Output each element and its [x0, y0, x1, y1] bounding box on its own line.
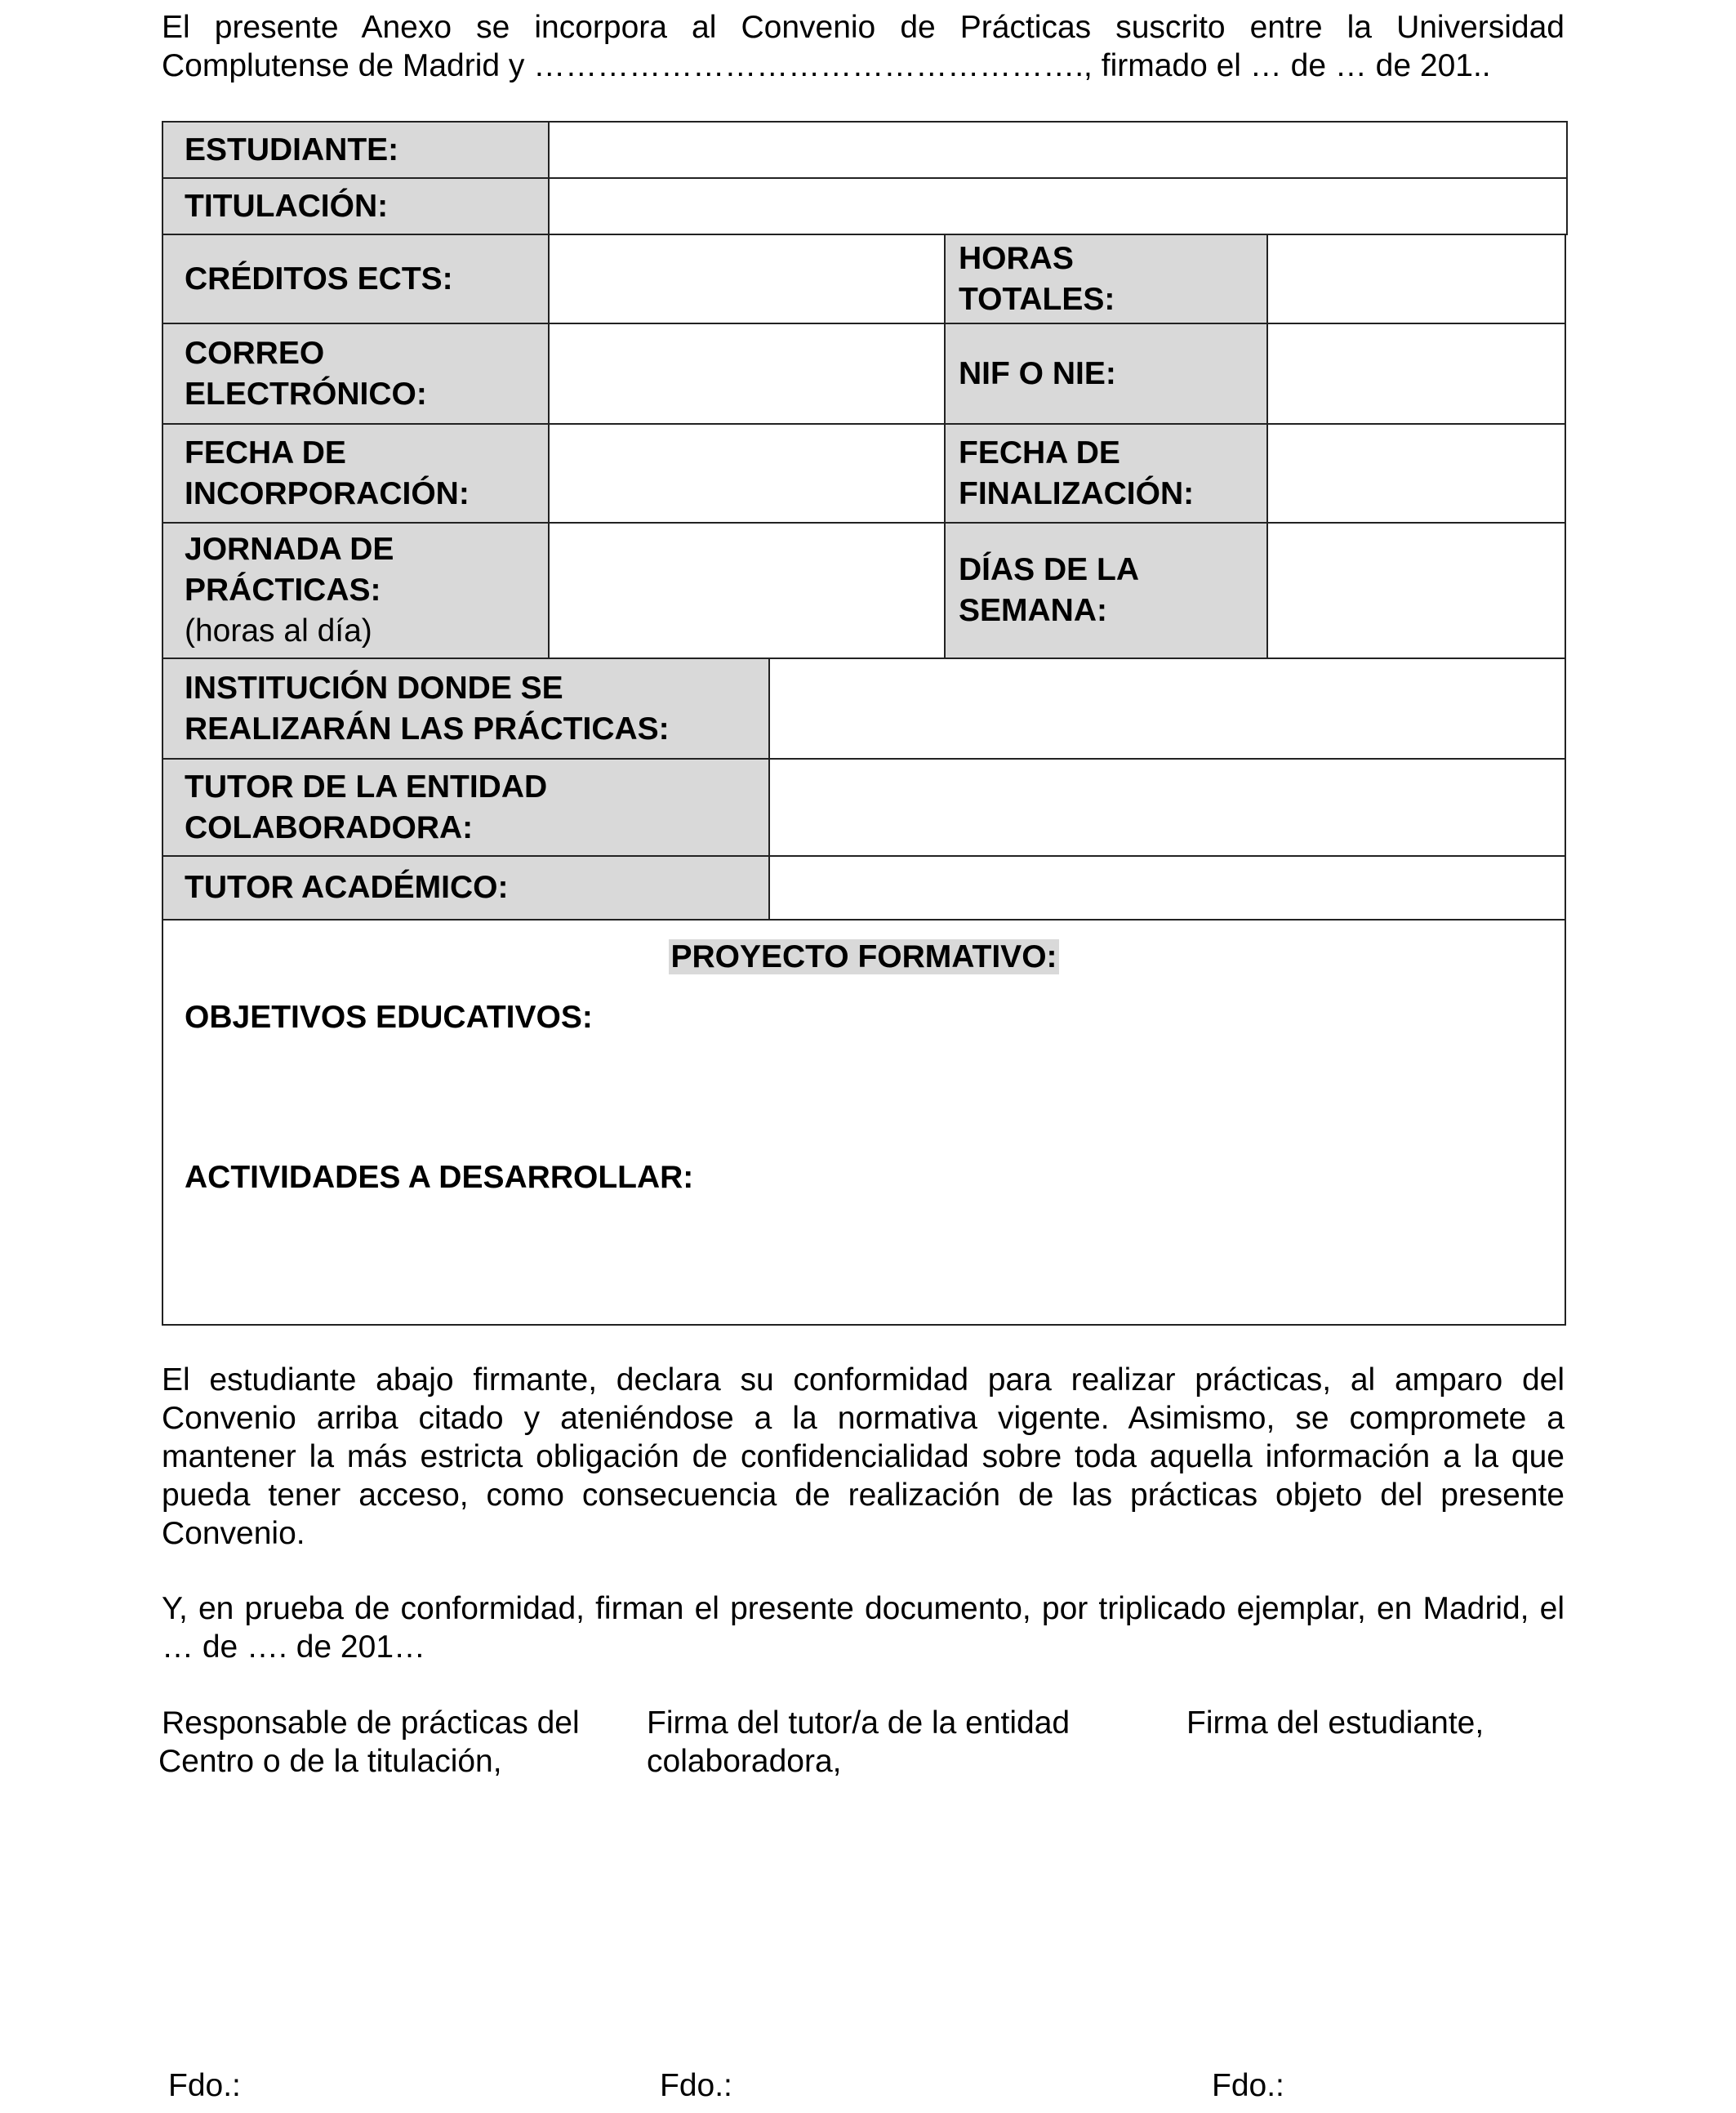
label-institucion-l1: INSTITUCIÓN DONDE SE: [185, 670, 563, 706]
label-nif-nie: [944, 323, 1268, 425]
label-fecha-fin-l2: FINALIZACIÓN:: [959, 475, 1195, 511]
label-fecha-fin-l1: FECHA DE: [959, 435, 1120, 470]
label-tutor-academico-text: TUTOR ACADÉMICO:: [185, 870, 509, 905]
proyecto-formativo-text: PROYECTO FORMATIVO:: [670, 939, 1057, 974]
signature-responsable-l2: Centro o de la titulación,: [158, 1744, 502, 1779]
field-tutor-entidad[interactable]: [768, 758, 1566, 857]
label-tutor-academico: [162, 855, 770, 921]
objetivos-educativos-label: OBJETIVOS EDUCATIVOS:: [185, 1000, 593, 1035]
signature-estudiante: Firma del estudiante,: [1186, 1705, 1485, 1741]
label-estudiante: ESTUDIANTE:: [162, 122, 549, 178]
label-correo: [162, 323, 549, 424]
conformidad-paragraph: Y, en prueba de conformidad, firman el presente documento, por triplicado ejemplar, en Madrid, el … de …. de 201…: [162, 1591, 1565, 1665]
field-nif-nie[interactable]: [1266, 323, 1566, 425]
label-titulacion: TITULACIÓN:: [162, 178, 549, 234]
label-fecha-finalizacion: [944, 423, 1268, 524]
fdo-responsable: Fdo.:: [168, 2068, 241, 2103]
label-dias-l2: SEMANA:: [959, 593, 1107, 628]
label-correo-l2: ELECTRÓNICO:: [185, 376, 427, 412]
label-tutor-entidad: [162, 758, 770, 857]
proyecto-formativo-title: [163, 937, 1565, 978]
label-jornada-l1: JORNADA DE: [185, 532, 394, 567]
label-jornada-note: (horas al día): [185, 613, 372, 649]
field-titulacion[interactable]: [549, 178, 1567, 234]
proyecto-formativo-box[interactable]: [162, 919, 1566, 1326]
label-fecha-incorporacion: [162, 424, 549, 523]
label-creditos: CRÉDITOS ECTS:: [162, 234, 549, 323]
label-horas-l1: HORAS: [959, 240, 1074, 276]
label-dias-semana: [944, 522, 1268, 659]
signature-tutor-l1: Firma del tutor/a de la entidad: [647, 1705, 1071, 1741]
declaration-paragraph: El estudiante abajo firmante, declara su conformidad para realizar prácticas, al amparo del Convenio arriba citado y ateniéndose a la normativa vigente. Asimismo, se compromete a mantener la más estricta obligación de confidencialidad sobre toda aquella información a la que pueda tener acceso, como consecuencia de realización de las prácticas objeto del presente Convenio.: [162, 1362, 1565, 1551]
label-fecha-inc-l2: INCORPORACIÓN:: [185, 475, 470, 511]
label-jornada: [162, 523, 549, 658]
field-fecha-finalizacion[interactable]: [1266, 423, 1566, 524]
label-fecha-inc-l1: FECHA DE: [185, 435, 346, 470]
field-tutor-academico[interactable]: [768, 855, 1566, 921]
label-correo-l1: CORREO: [185, 335, 325, 371]
label-dias-l1: DÍAS DE LA: [959, 552, 1140, 587]
label-institucion: [162, 658, 770, 760]
actividades-label: ACTIVIDADES A DESARROLLAR:: [185, 1160, 694, 1195]
field-horas-totales[interactable]: [1266, 234, 1566, 324]
label-nif-text: NIF O NIE:: [959, 355, 1116, 391]
row-titulacion: [162, 178, 1567, 234]
fdo-tutor: Fdo.:: [660, 2068, 732, 2103]
field-dias-semana[interactable]: [1266, 522, 1566, 659]
field-institucion[interactable]: [768, 658, 1566, 760]
label-institucion-l2: REALIZARÁN LAS PRÁCTICAS:: [185, 711, 670, 747]
signature-responsable: [158, 1704, 619, 1781]
intro-paragraph: [162, 8, 1565, 85]
label-horas-l2: TOTALES:: [959, 281, 1115, 317]
label-tutor-entidad-l1: TUTOR DE LA ENTIDAD: [185, 769, 548, 805]
row-estudiante: [162, 122, 1567, 178]
signature-tutor: [647, 1704, 1104, 1781]
label-horas-totales: [944, 234, 1268, 324]
intro-line-1: El presente Anexo se incorpora al Convenio de Prácticas suscrito entre la Universidad: [162, 10, 1565, 45]
label-tutor-entidad-l2: COLABORADORA:: [185, 809, 474, 845]
signature-tutor-l2: colaboradora,: [647, 1744, 842, 1779]
intro-line-2: Complutense de Madrid y ……………………………………………., firmado el … de … de 201..: [162, 48, 1491, 83]
signature-responsable-l1: Responsable de prácticas del: [162, 1705, 580, 1741]
field-estudiante[interactable]: [549, 122, 1567, 178]
label-jornada-l2: PRÁCTICAS:: [185, 573, 381, 608]
fdo-estudiante: Fdo.:: [1212, 2068, 1284, 2103]
